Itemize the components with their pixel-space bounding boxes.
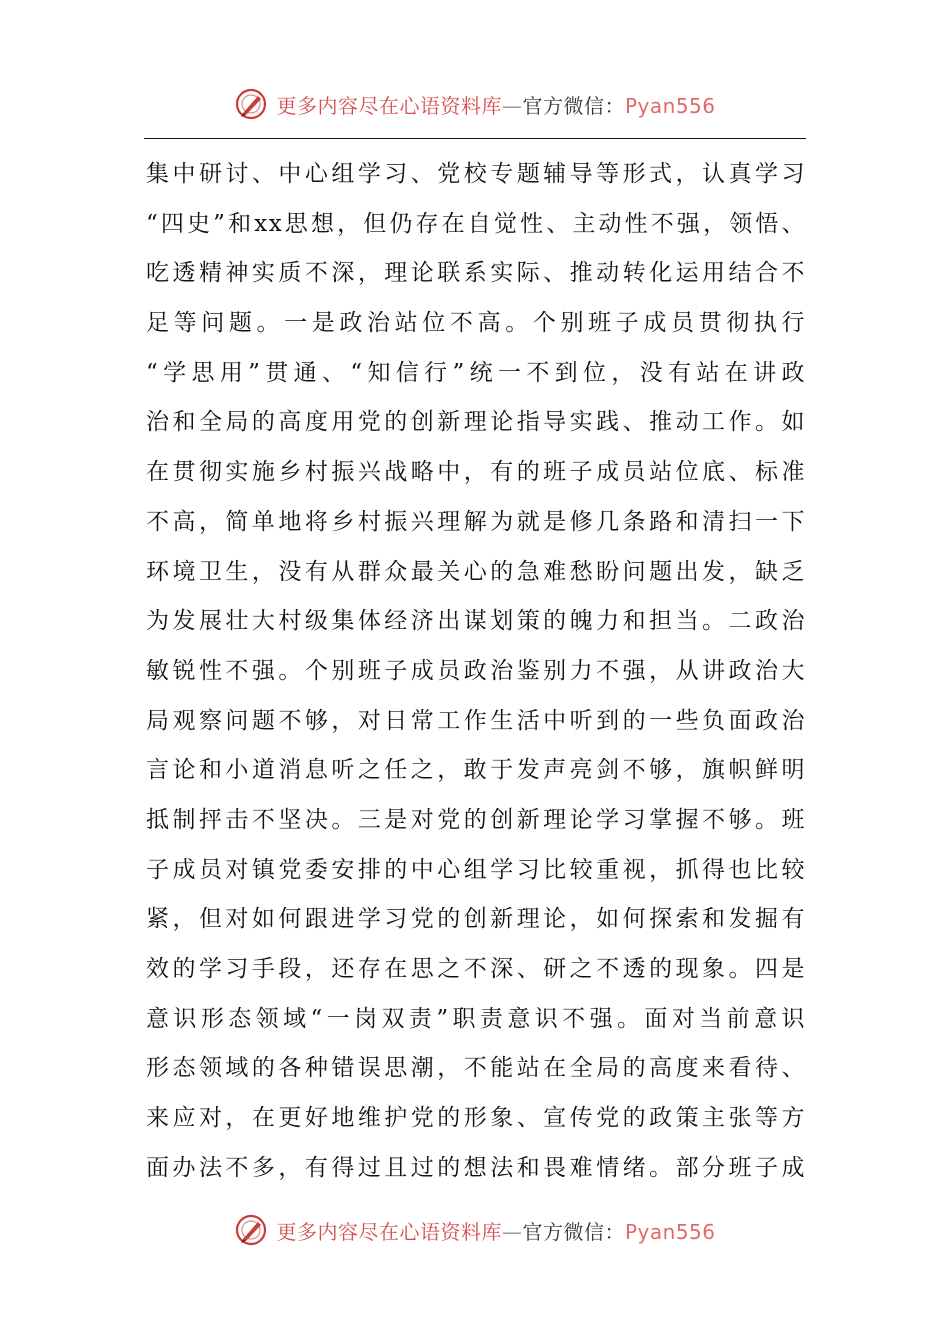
document-body — [146, 150, 806, 1193]
text-line: 治和全局的高度用党的创新理论指导实践、推动工作。如 — [146, 409, 806, 436]
text-line: “四史”和xx思想，但仍存在自觉性、主动性不强，领悟、 — [146, 210, 806, 237]
text-line: 面办法不多，有得过且过的想法和畏难情绪。部分班子成 — [146, 1154, 806, 1181]
text-line: 形态领域的各种错误思潮，不能站在全局的高度来看待、 — [146, 1055, 806, 1082]
text-line: 环境卫生，没有从群众最关心的急难愁盼问题出发，缺乏 — [146, 558, 806, 585]
header-banner — [0, 84, 950, 124]
text-line: 子成员对镇党委安排的中心组学习比较重视，抓得也比较 — [146, 856, 806, 883]
text-line: 效的学习手段，还存在思之不深、研之不透的现象。四是 — [146, 956, 806, 982]
header-wechat-id: Pyan556 — [624, 93, 716, 118]
text-line: 来应对，在更好地维护党的形象、宣传党的政策主张等方 — [146, 1105, 806, 1132]
text-line: 吃透精神实质不深，理论联系实际、推动转化运用结合不 — [146, 260, 806, 287]
footer-banner — [0, 1210, 950, 1250]
text-line: 敏锐性不强。个别班子成员政治鉴别力不强，从讲政治大 — [146, 657, 806, 684]
text-line: 集中研讨、中心组学习、党校专题辅导等形式，认真学习 — [146, 161, 806, 187]
text-line: 抵制抨击不坚决。三是对党的创新理论学习掌握不够。班 — [146, 806, 806, 833]
text-line: 意识形态领域“一岗双责”职责意识不强。面对当前意识 — [146, 1005, 806, 1032]
text-line: 不高，简单地将乡村振兴理解为就是修几条路和清扫一下 — [146, 508, 806, 535]
header-dash: — — [501, 93, 523, 118]
text-line: 在贯彻实施乡村振兴战略中，有的班子成员站位底、标准 — [146, 459, 806, 486]
text-line: “学思用”贯通、“知信行”统一不到位，没有站在讲政 — [146, 359, 806, 386]
footer-wechat-id: Pyan556 — [624, 1219, 716, 1244]
header-wechat-label: 官方微信： — [522, 93, 625, 118]
footer-banner-text — [276, 1216, 715, 1245]
footer-wechat-label: 官方微信： — [522, 1219, 625, 1244]
pen-circle-logo-icon — [234, 1213, 268, 1247]
footer-brand: 更多内容尽在心语资料库 — [276, 1219, 502, 1244]
header-divider — [144, 138, 806, 139]
header-brand: 更多内容尽在心语资料库 — [276, 93, 502, 118]
text-line: 足等问题。一是政治站位不高。个别班子成员贯彻执行 — [146, 310, 806, 337]
header-banner-text — [276, 90, 715, 119]
text-line: 紧，但对如何跟进学习党的创新理论，如何探索和发掘有 — [146, 906, 806, 933]
text-line: 言论和小道消息听之任之，敢于发声亮剑不够，旗帜鲜明 — [146, 757, 806, 784]
footer-dash: — — [501, 1219, 523, 1244]
text-line: 局观察问题不够，对日常工作生活中听到的一些负面政治 — [146, 707, 806, 734]
pen-circle-logo-icon — [234, 87, 268, 121]
text-line: 为发展壮大村级集体经济出谋划策的魄力和担当。二政治 — [146, 608, 806, 635]
